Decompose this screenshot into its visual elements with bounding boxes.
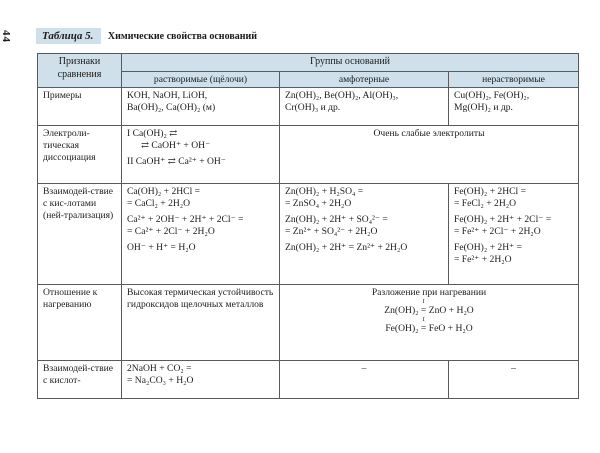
row-label-heating: Отношение к нагреванию xyxy=(38,285,122,361)
formula-line: Cu(OH)₂, Fe(OH)₂, xyxy=(454,90,530,102)
header-amphoteric: амфотерные xyxy=(280,71,449,88)
equation-line: Zn(OH)₂ + 2H⁺ = Zn²⁺ + 2H₂O xyxy=(285,242,408,254)
cell-examples-insoluble xyxy=(449,88,579,126)
table-caption xyxy=(36,28,257,44)
equation-line: Fe(OH)₂ + 2H⁺ + 2Cl⁻ = xyxy=(454,214,552,226)
equation-line: Fe(OH)₂ + 2HCl = xyxy=(454,186,526,198)
row-label-acids: Взаимодей-ствие с кис-лотами (ней-трализация) xyxy=(38,184,122,285)
cell-co2-amphoteric: – xyxy=(280,361,449,399)
cell-co2-insoluble: – xyxy=(449,361,579,399)
table-row xyxy=(38,88,579,126)
equation-line: = Zn²⁺ + SO₄²⁻ + 2H₂O xyxy=(285,226,378,238)
header-insoluble: нерастворимые xyxy=(449,71,579,88)
equation-line: 2NaOH + CO₂ = xyxy=(127,363,192,375)
equation-line: = Fe²⁺ + 2Cl⁻ + 2H₂O xyxy=(454,226,541,238)
eq-left: Zn(OH)₂ xyxy=(384,305,419,317)
formula-line: Ba(OH)₂, Ca(OH)₂ (м) xyxy=(127,102,216,114)
heating-equation xyxy=(285,315,573,335)
formula-line: Mg(OH)₂ и др. xyxy=(454,102,513,114)
cell-examples-soluble xyxy=(122,88,280,126)
header-soluble: растворимые (щёлочи) xyxy=(122,71,280,88)
formula-line: Cr(OH)₃ и др. xyxy=(285,102,341,114)
heating-title: Разложение при нагревании xyxy=(371,287,487,299)
cell-dissociation-soluble xyxy=(122,126,280,184)
equation-line: = Fe²⁺ + 2H₂O xyxy=(454,254,512,266)
cell-examples-amphoteric xyxy=(280,88,449,126)
heat-arrow: = t xyxy=(420,297,427,317)
header-groups: Группы оснований xyxy=(122,54,579,72)
equation-line: Ca(OH)₂ + 2HCl = xyxy=(127,186,201,198)
cell-heating-soluble: Высокая термическая устойчивость гидроксидов щелочных металлов xyxy=(122,285,280,361)
row-label-dissociation: Электроли-тическая диссоциация xyxy=(38,126,122,184)
equation-line: Ca²⁺ + 2OH⁻ + 2H⁺ + 2Cl⁻ = xyxy=(127,214,244,226)
formula-line: KOH, NaOH, LiOH, xyxy=(127,90,208,102)
header-criteria: Признаки сравнения xyxy=(38,54,122,88)
eq-left: Fe(OH)₂ xyxy=(385,323,419,335)
row-label-co2: Взаимодей-ствие с кислот- xyxy=(38,361,122,399)
cell-heating-other xyxy=(280,285,579,361)
table-row xyxy=(38,126,579,184)
caption-label: Таблица 5. xyxy=(36,28,101,44)
equation-line: I Ca(OH)₂ ⇄ xyxy=(127,128,178,140)
equation-line: = Na₂CO₃ + H₂O xyxy=(127,375,194,387)
eq-right: ZnO + H₂O xyxy=(428,305,474,317)
row-label-examples: Примеры xyxy=(38,88,122,126)
equation-line: OH⁻ + H⁺ = H₂O xyxy=(127,242,196,254)
equation-line: = FeCl₂ + 2H₂O xyxy=(454,198,517,210)
heat-arrow: = t xyxy=(420,315,427,335)
cell-dissociation-other: Очень слабые электролиты xyxy=(280,126,579,184)
equation-line: Zn(OH)₂ + H₂SO₄ = xyxy=(285,186,364,198)
cell-acids-soluble xyxy=(122,184,280,285)
heating-equation xyxy=(285,297,573,317)
temperature-mark: t xyxy=(422,315,425,324)
equation-line: Zn(OH)₂ + 2H⁺ + SO₄²⁻ = xyxy=(285,214,388,226)
cell-acids-insoluble xyxy=(449,184,579,285)
table-row xyxy=(38,184,579,285)
equation-line: = Ca²⁺ + 2Cl⁻ + 2H₂O xyxy=(127,226,215,238)
equation-line: ⇄ CaOH⁺ + OH⁻ xyxy=(141,140,211,152)
equation-line: Fe(OH)₂ + 2H⁺ = xyxy=(454,242,522,254)
eq-right: FeO + H₂O xyxy=(428,323,473,335)
equation-line: II CaOH⁺ ⇄ Ca²⁺ + OH⁻ xyxy=(127,156,226,168)
table-row xyxy=(38,361,579,399)
caption-title: Химические свойства оснований xyxy=(107,31,257,42)
bases-properties-table xyxy=(37,53,579,399)
table-row xyxy=(38,285,579,361)
equation-line: = CaCl₂ + 2H₂O xyxy=(127,198,191,210)
formula-line: Zn(OH)₂, Be(OH)₂, Al(OH)₃, xyxy=(285,90,399,102)
temperature-mark: t xyxy=(422,297,425,306)
page-number: 44 xyxy=(0,30,12,43)
cell-co2-soluble xyxy=(122,361,280,399)
cell-acids-amphoteric xyxy=(280,184,449,285)
equation-line: = ZnSO₄ + 2H₂O xyxy=(285,198,352,210)
